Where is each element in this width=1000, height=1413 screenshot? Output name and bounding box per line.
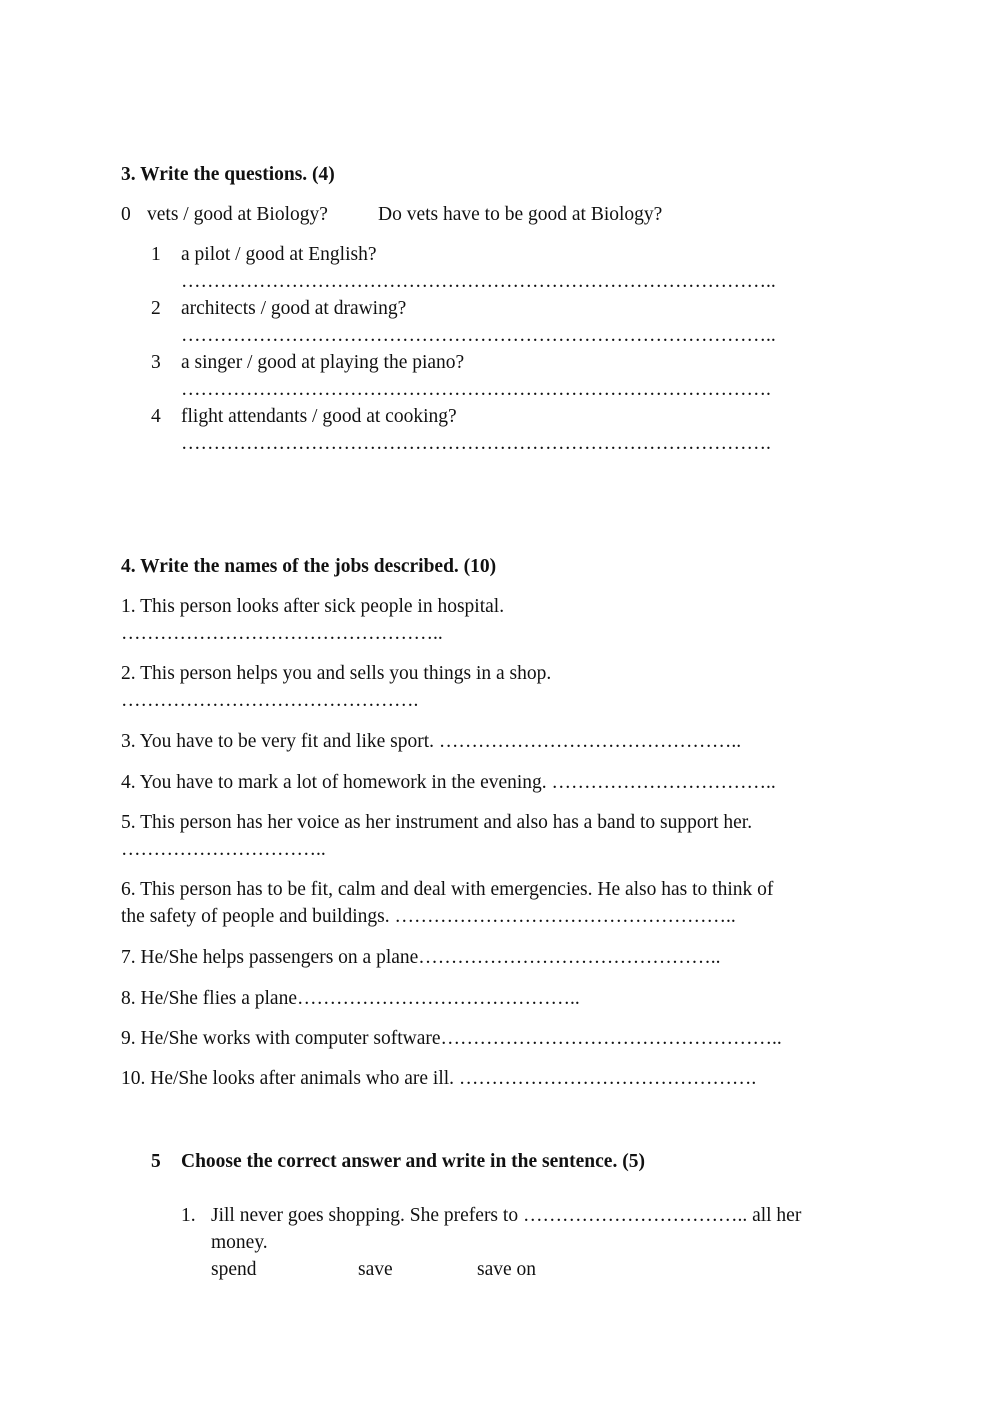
question-1-prompt: a pilot / good at English? (181, 244, 377, 265)
section-4-heading: 4. Write the names of the jobs described. (10) (121, 556, 497, 577)
question-2-number: 2 (151, 298, 161, 319)
question-4-prompt: flight attendants / good at cooking? (181, 406, 457, 427)
job-3-description[interactable]: 3. You have to be very fit and like sport. ……………………………………….. (121, 731, 742, 752)
job-1-description: 1. This person looks after sick people in hospital. (121, 596, 505, 617)
choice-1-sentence-continued: money. (211, 1232, 268, 1253)
question-3-number: 3 (151, 352, 161, 373)
example-number: 0 (121, 204, 131, 225)
choice-1-sentence[interactable]: Jill never goes shopping. She prefers to …………………………….. all her (211, 1205, 802, 1226)
job-6-description: 6. This person has to be fit, calm and deal with emergencies. He also has to think of (121, 879, 774, 900)
question-2-prompt: architects / good at drawing? (181, 298, 407, 319)
question-4-number: 4 (151, 406, 161, 427)
choice-1-option-save[interactable]: save (358, 1259, 393, 1280)
job-2-answer-blank[interactable]: ………………………………………. (121, 690, 419, 711)
section-5-heading: Choose the correct answer and write in the sentence. (5) (181, 1151, 645, 1172)
choice-1-number: 1. (181, 1205, 196, 1226)
example-prompt: vets / good at Biology? (147, 204, 328, 225)
job-9-description[interactable]: 9. He/She works with computer software…………………………………………….. (121, 1028, 782, 1049)
job-10-description[interactable]: 10. He/She looks after animals who are ill. ………………………………………. (121, 1068, 757, 1089)
job-7-description[interactable]: 7. He/She helps passengers on a plane……………………………………….. (121, 947, 721, 968)
choice-1-option-save-on[interactable]: save on (477, 1259, 537, 1280)
job-5-description: 5. This person has her voice as her instrument and also has a band to support her. (121, 812, 753, 833)
question-1-number: 1 (151, 244, 161, 265)
section-3-heading: 3. Write the questions. (4) (121, 164, 335, 185)
example-answer: Do vets have to be good at Biology? (378, 204, 663, 225)
job-6-description-continued[interactable]: the safety of people and buildings. …………………………………………….. (121, 906, 736, 927)
job-5-answer-blank[interactable]: ………………………….. (121, 839, 326, 860)
job-8-description[interactable]: 8. He/She flies a plane…………………………………….. (121, 988, 580, 1009)
job-4-description[interactable]: 4. You have to mark a lot of homework in the evening. …………………………….. (121, 772, 776, 793)
question-3-prompt: a singer / good at playing the piano? (181, 352, 465, 373)
question-4-answer-blank[interactable]: ………………………………………………………………………………. (181, 433, 771, 454)
job-1-answer-blank[interactable]: ………………………………………….. (121, 623, 443, 644)
question-2-answer-blank[interactable]: ……………………………………………………………………………….. (181, 325, 776, 346)
choice-1-option-spend[interactable]: spend (211, 1259, 257, 1280)
question-3-answer-blank[interactable]: ………………………………………………………………………………. (181, 379, 771, 400)
section-5-number: 5 (151, 1151, 161, 1172)
job-2-description: 2. This person helps you and sells you things in a shop. (121, 663, 552, 684)
question-1-answer-blank[interactable]: ……………………………………………………………………………….. (181, 271, 776, 292)
